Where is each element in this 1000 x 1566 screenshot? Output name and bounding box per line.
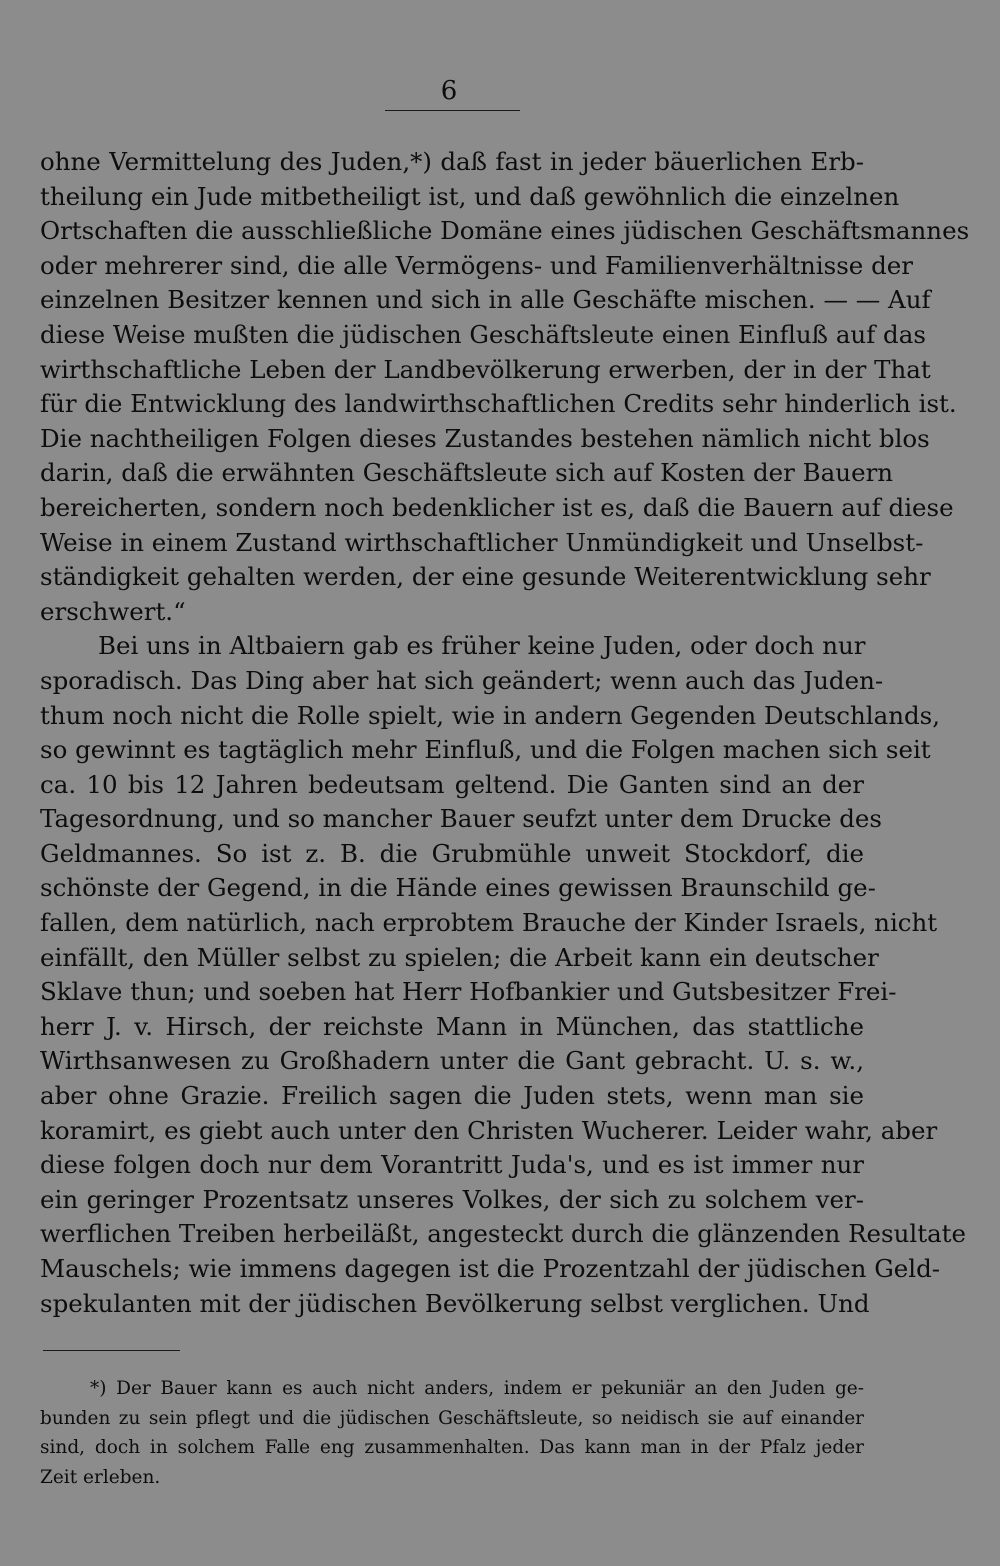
body-line: sporadisch. Das Ding aber hat sich geändert; wenn auch das Juden- (40, 665, 884, 695)
footnote-line: bunden zu sein pflegt und die jüdischen Geschäftsleute, so neidisch sie auf einander (40, 1407, 864, 1429)
page-number: 6 (440, 76, 458, 106)
footnote-line: Zeit erleben. (40, 1466, 161, 1488)
body-text (40, 145, 970, 1321)
body-line: ein geringer Prozentsatz unseres Volkes, der sich zu solchem ver- (40, 1184, 864, 1214)
body-line: ohne Vermittelung des Juden,*) daß fast in jeder bäuerlichen Erb- (40, 147, 864, 176)
body-line: Tagesordnung, und so mancher Bauer seufzt unter dem Drucke des (40, 804, 882, 834)
body-line: so gewinnt es tagtäglich mehr Einfluß, und die Folgen machen sich seit (40, 735, 931, 765)
body-line: Geldmannes. So ist z. B. die Grubmühle unweit Stockdorf, die (40, 838, 864, 868)
body-line: erschwert.“ (40, 596, 186, 626)
footnote-rule (43, 1350, 180, 1351)
body-line: Sklave thun; und soeben hat Herr Hofbankier und Gutsbesitzer Frei- (40, 977, 897, 1007)
body-line: theilung ein Jude mitbetheiligt ist, und daß gewöhnlich die einzelnen (40, 181, 900, 211)
body-line: Ortschaften die ausschließliche Domäne eines jüdischen Geschäftsmannes (40, 216, 970, 246)
body-line: werflichen Treiben herbeiläßt, angesteckt durch die glänzenden Resultate (40, 1219, 967, 1249)
body-line: koramirt, es giebt auch unter den Christen Wucherer. Leider wahr, aber (40, 1115, 938, 1145)
body-line: oder mehrerer sind, die alle Vermögens- und Familienverhältnisse der (40, 250, 913, 280)
body-line: thum noch nicht die Rolle spielt, wie in andern Gegenden Deutschlands, (40, 700, 941, 730)
body-line: ständigkeit gehalten werden, der eine gesunde Weiterentwicklung sehr (40, 562, 931, 592)
body-line: schönste der Gegend, in die Hände eines gewissen Braunschild ge- (40, 873, 876, 903)
body-line: fallen, dem natürlich, nach erprobtem Brauche der Kinder Israels, nicht (40, 908, 938, 938)
body-line: herr J. v. Hirsch, der reichste Mann in München, das stattliche (40, 1011, 864, 1041)
body-line: bereicherten, sondern noch bedenklicher ist es, daß die Bauern auf diese (40, 492, 954, 522)
body-line: wirthschaftliche Leben der Landbevölkerung erwerben, der in der That (40, 354, 931, 384)
body-line: Mauschels; wie immens dagegen ist die Prozentzahl der jüdischen Geld- (40, 1254, 941, 1283)
footnote-line: *) Der Bauer kann es auch nicht anders, indem er pekuniär an den Juden ge- (90, 1378, 864, 1399)
body-line: ca. 10 bis 12 Jahren bedeutsam geltend. Die Ganten sind an der (40, 769, 864, 799)
footnote-line: sind, doch in solchem Falle eng zusammenhalten. Das kann man in der Pfalz jeder (40, 1437, 864, 1458)
body-line: Wirthsanwesen zu Großhadern unter die Gant gebracht. U. s. w., (40, 1046, 864, 1076)
body-line: spekulanten mit der jüdischen Bevölkerung selbst verglichen. Und (40, 1288, 870, 1318)
body-line: einfällt, den Müller selbst zu spielen; die Arbeit kann ein deutscher (40, 942, 879, 972)
body-line: Weise in einem Zustand wirthschaftlicher Unmündigkeit und Unselbst- (40, 527, 924, 557)
body-line: Bei uns in Altbaiern gab es früher keine Juden, oder doch nur (98, 631, 866, 661)
body-line: Die nachtheiligen Folgen dieses Zustandes bestehen nämlich nicht blos (40, 423, 930, 453)
body-line: diese folgen doch nur dem Vorantritt Juda's, und es ist immer nur (40, 1150, 864, 1180)
body-line: aber ohne Grazie. Freilich sagen die Juden stets, wenn man sie (40, 1081, 864, 1111)
body-line: darin, daß die erwähnten Geschäftsleute sich auf Kosten der Bauern (40, 458, 894, 488)
body-line: einzelnen Besitzer kennen und sich in alle Geschäfte mischen. — — Auf (40, 285, 931, 315)
footnotes (40, 1374, 864, 1492)
body-line: für die Entwicklung des landwirthschaftlichen Credits sehr hinderlich ist. (40, 389, 957, 419)
body-line: diese Weise mußten die jüdischen Geschäftsleute einen Einfluß auf das (40, 319, 926, 349)
page-number-rule (385, 110, 520, 111)
